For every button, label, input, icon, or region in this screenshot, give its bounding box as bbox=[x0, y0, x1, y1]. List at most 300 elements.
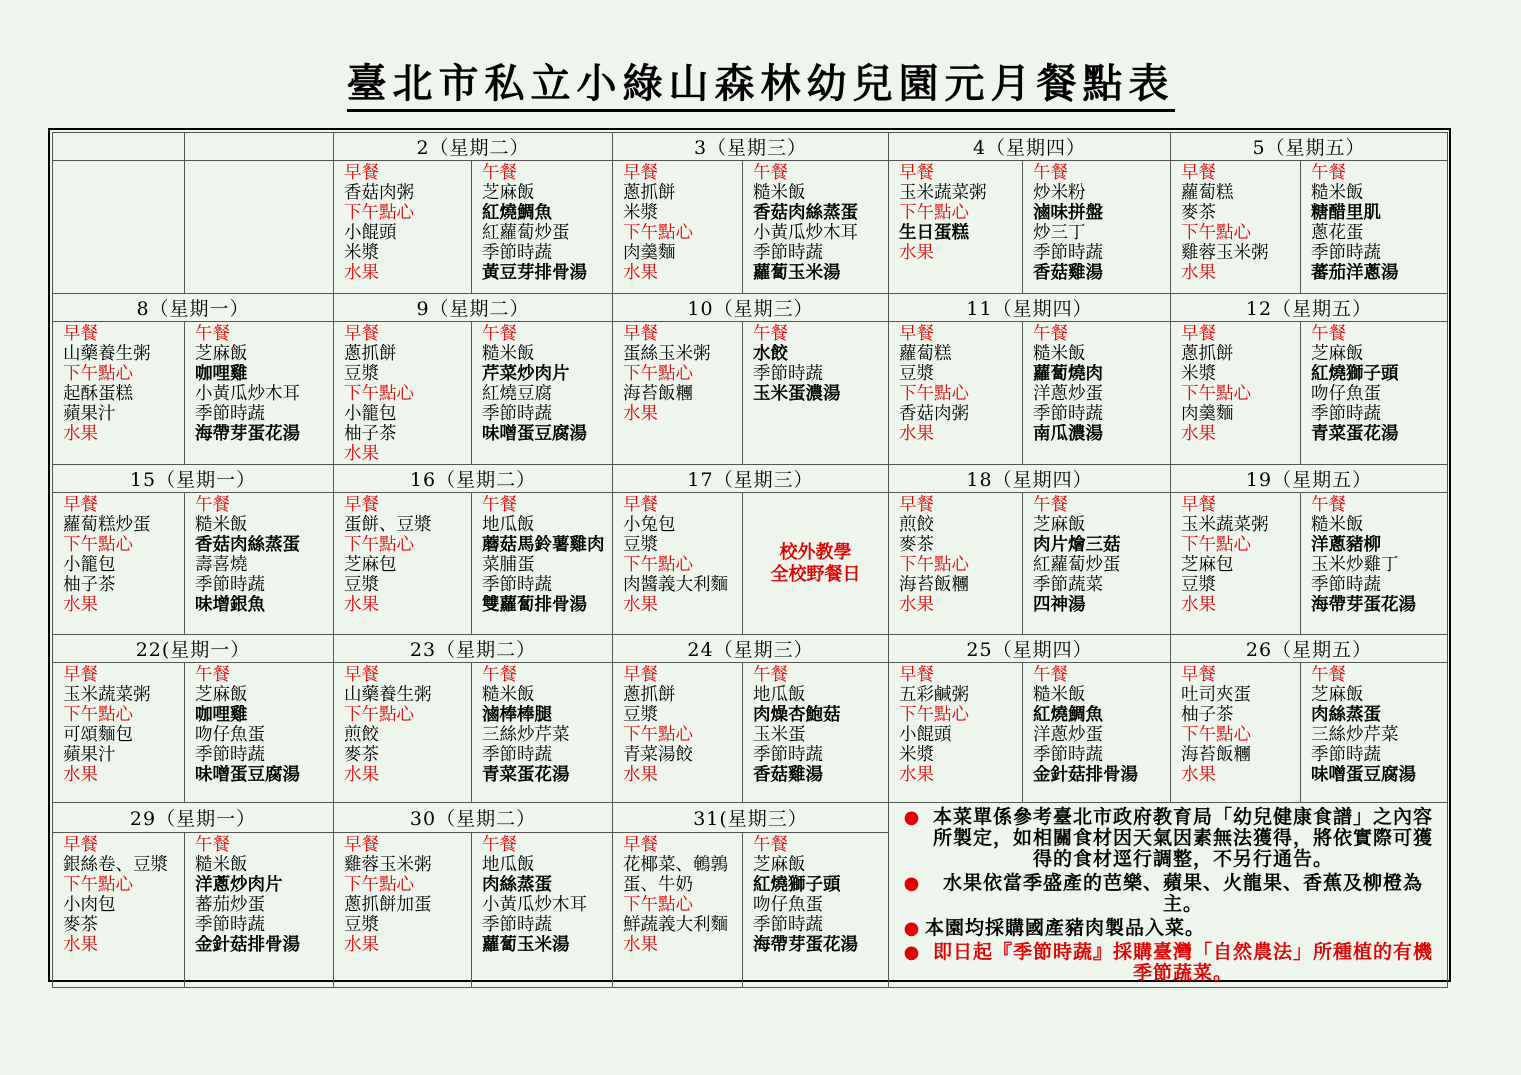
note-text: 即日起『季節時蔬』採購臺灣「自然農法」所種植的有機季節蔬菜。 bbox=[932, 941, 1433, 984]
menu-line: 午餐 bbox=[1033, 324, 1068, 344]
lunch-cell bbox=[1023, 663, 1171, 803]
breakfast-snack-cell bbox=[334, 322, 472, 465]
day-header: 22(星期一） bbox=[53, 635, 334, 663]
menu-line: 水果 bbox=[1181, 263, 1216, 283]
menu-line: 下午點心 bbox=[344, 705, 414, 725]
menu-line: 早餐 bbox=[63, 324, 98, 344]
menu-line: 南瓜濃湯 bbox=[1033, 424, 1103, 444]
note-text: 本園均採購國產豬肉製品入菜。 bbox=[925, 917, 1206, 939]
menu-line: 下午點心 bbox=[63, 364, 133, 384]
breakfast-snack-cell bbox=[613, 663, 743, 803]
menu-line: 米漿 bbox=[344, 243, 379, 263]
menu-line: 水果 bbox=[1181, 595, 1216, 615]
menu-line: 豆漿 bbox=[344, 575, 379, 595]
breakfast-snack-cell bbox=[1171, 161, 1301, 294]
menu-line: 金針菇排骨湯 bbox=[195, 934, 300, 955]
note-text: 本菜單係參考臺北市政府教育局「幼兒健康食譜」之內容所製定，如相關食材因天氣因素無法獲得，將依實際可獲得的食材逕行調整，不另行通告。 bbox=[932, 806, 1433, 870]
menu-line: 水果 bbox=[1181, 765, 1216, 785]
breakfast-snack-cell bbox=[334, 832, 472, 987]
lunch-cell bbox=[472, 663, 613, 803]
menu-line: 季節時蔬 bbox=[1311, 575, 1381, 595]
menu-line: 肉絲蒸蛋 bbox=[482, 874, 552, 895]
lunch-cell bbox=[1023, 493, 1171, 635]
week-header-row bbox=[53, 803, 1448, 833]
breakfast-snack-cell bbox=[53, 322, 185, 465]
menu-line: 蘿蔔糕 bbox=[1181, 183, 1234, 203]
menu-line: 味噌蛋豆腐湯 bbox=[482, 424, 587, 444]
lunch-cell bbox=[1023, 161, 1171, 294]
menu-line: 下午點心 bbox=[344, 874, 414, 895]
day-header: 10（星期三） bbox=[613, 294, 889, 322]
menu-line: 糙米飯 bbox=[753, 183, 806, 203]
day-header: 23（星期二） bbox=[334, 635, 613, 663]
menu-line: 下午點心 bbox=[1181, 384, 1251, 404]
menu-line: 季節時蔬 bbox=[482, 243, 552, 263]
menu-line: 下午點心 bbox=[623, 555, 693, 575]
menu-line: 芝麻飯 bbox=[1311, 685, 1364, 705]
menu-line: 肉燥杏鮑菇 bbox=[753, 705, 841, 725]
menu-line: 糙米飯 bbox=[1311, 515, 1364, 535]
bullet-icon: ● bbox=[903, 918, 921, 939]
menu-line: 小餛頭 bbox=[344, 223, 397, 243]
menu-line: 午餐 bbox=[753, 834, 788, 855]
menu-line: 水果 bbox=[63, 595, 98, 615]
menu-line: 麥茶 bbox=[1181, 203, 1216, 223]
menu-line: 水果 bbox=[899, 424, 934, 444]
menu-line: 洋蔥炒蛋 bbox=[1033, 725, 1103, 745]
menu-line: 蔥抓餅加蛋 bbox=[344, 894, 432, 915]
bullet-icon: ● bbox=[903, 807, 921, 828]
menu-line: 早餐 bbox=[63, 495, 98, 515]
menu-line: 芝麻飯 bbox=[1311, 344, 1364, 364]
week-meals-row bbox=[53, 161, 1448, 294]
menu-line: 海帶芽蛋花湯 bbox=[195, 424, 300, 444]
menu-line: 紅燒獅子頭 bbox=[1311, 364, 1399, 384]
menu-line: 水果 bbox=[623, 765, 658, 785]
menu-line: 早餐 bbox=[623, 495, 658, 515]
menu-line: 豆漿 bbox=[899, 364, 934, 384]
breakfast-snack-cell bbox=[613, 493, 743, 635]
menu-line: 水果 bbox=[623, 263, 658, 283]
day-header: 3（星期三） bbox=[613, 133, 889, 161]
menu-line: 吐司夾蛋 bbox=[1181, 685, 1251, 705]
menu-line: 季節時蔬 bbox=[753, 243, 823, 263]
lunch-cell bbox=[743, 832, 889, 987]
menu-line: 午餐 bbox=[482, 324, 517, 344]
menu-line: 芝麻飯 bbox=[195, 685, 248, 705]
menu-line: 麥茶 bbox=[899, 535, 934, 555]
menu-line: 午餐 bbox=[195, 665, 230, 685]
menu-line: 午餐 bbox=[1311, 495, 1346, 515]
menu-line: 糙米飯 bbox=[1033, 685, 1086, 705]
breakfast-snack-cell bbox=[53, 663, 185, 803]
menu-line: 米漿 bbox=[623, 203, 658, 223]
menu-line: 玉米蔬菜粥 bbox=[899, 183, 987, 203]
breakfast-snack-cell bbox=[1171, 493, 1301, 635]
menu-line: 豆漿 bbox=[623, 705, 658, 725]
day-header: 17（星期三） bbox=[613, 465, 889, 493]
menu-line: 蔥抓餅 bbox=[1181, 344, 1234, 364]
menu-line: 蛋餅、豆漿 bbox=[344, 515, 432, 535]
menu-line: 蔥花蛋 bbox=[1311, 223, 1364, 243]
menu-line: 下午點心 bbox=[63, 705, 133, 725]
note-item bbox=[899, 807, 1441, 870]
menu-table bbox=[52, 132, 1448, 988]
menu-line: 海帶芽蛋花湯 bbox=[753, 934, 858, 955]
menu-line: 糙米飯 bbox=[195, 854, 248, 875]
menu-line: 午餐 bbox=[195, 324, 230, 344]
lunch-cell bbox=[472, 161, 613, 294]
day-header: 24（星期三） bbox=[613, 635, 889, 663]
menu-line: 蘿蔔糕 bbox=[899, 344, 952, 364]
menu-line: 早餐 bbox=[899, 163, 934, 183]
menu-line: 早餐 bbox=[344, 495, 379, 515]
menu-line: 麥茶 bbox=[63, 914, 98, 935]
menu-line: 柚子茶 bbox=[344, 424, 397, 444]
lunch-cell bbox=[1301, 161, 1448, 294]
menu-line: 季節時蔬 bbox=[1311, 404, 1381, 424]
menu-line: 肉絲蒸蛋 bbox=[1311, 705, 1381, 725]
menu-line: 味增銀魚 bbox=[195, 595, 265, 615]
week-header-row bbox=[53, 635, 1448, 663]
empty-header-cell bbox=[53, 133, 185, 161]
menu-line: 芝麻飯 bbox=[482, 183, 535, 203]
day-header: 30（星期二） bbox=[334, 803, 613, 833]
breakfast-snack-cell bbox=[613, 161, 743, 294]
menu-line: 味噌蛋豆腐湯 bbox=[195, 765, 300, 785]
menu-line: 季節時蔬 bbox=[482, 914, 552, 935]
breakfast-snack-cell bbox=[1171, 663, 1301, 803]
menu-line: 吻仔魚蛋 bbox=[195, 725, 265, 745]
menu-line: 三絲炒芹菜 bbox=[1311, 725, 1399, 745]
menu-line: 香菇肉粥 bbox=[899, 404, 969, 424]
menu-line: 咖哩雞 bbox=[195, 705, 248, 725]
menu-line: 季節時蔬 bbox=[195, 404, 265, 424]
menu-line: 洋蔥炒肉片 bbox=[195, 874, 283, 895]
menu-line: 五彩鹹粥 bbox=[899, 685, 969, 705]
lunch-cell bbox=[1301, 663, 1448, 803]
menu-line: 紅燒鯛魚 bbox=[482, 203, 552, 223]
day-header: 2（星期二） bbox=[334, 133, 613, 161]
note-item bbox=[899, 873, 1441, 915]
menu-line: 肉羹麵 bbox=[623, 243, 676, 263]
menu-line: 糙米飯 bbox=[482, 344, 535, 364]
menu-line: 豆漿 bbox=[623, 535, 658, 555]
menu-line: 肉醬義大利麵 bbox=[623, 575, 728, 595]
breakfast-snack-cell bbox=[889, 493, 1023, 635]
menu-line: 季節時蔬 bbox=[1033, 745, 1103, 765]
menu-line: 午餐 bbox=[482, 665, 517, 685]
menu-line: 下午點心 bbox=[899, 555, 969, 575]
menu-line: 可頌麵包 bbox=[63, 725, 133, 745]
menu-line: 吻仔魚蛋 bbox=[753, 894, 823, 915]
menu-line: 紅蘿蔔炒蛋 bbox=[482, 223, 570, 243]
lunch-cell bbox=[1301, 322, 1448, 465]
menu-line: 季節時蔬 bbox=[482, 575, 552, 595]
menu-line: 季節時蔬 bbox=[1033, 243, 1103, 263]
empty-header-cell bbox=[185, 133, 334, 161]
menu-line: 豆漿 bbox=[1181, 575, 1216, 595]
menu-line: 糙米飯 bbox=[1033, 344, 1086, 364]
menu-line: 菜脯蛋 bbox=[482, 555, 535, 575]
menu-line: 水果 bbox=[344, 934, 379, 955]
menu-line: 玉米蛋 bbox=[753, 725, 806, 745]
day-header: 12（星期五） bbox=[1171, 294, 1448, 322]
menu-line: 玉米炒雞丁 bbox=[1311, 555, 1399, 575]
menu-line: 柚子茶 bbox=[1181, 705, 1234, 725]
menu-line: 紅燒豆腐 bbox=[482, 384, 552, 404]
menu-line: 小籠包 bbox=[344, 404, 397, 424]
breakfast-snack-cell bbox=[889, 161, 1023, 294]
menu-line: 蘑菇馬鈴薯雞肉 bbox=[482, 535, 604, 555]
field-trip-label: 全校野餐日 bbox=[770, 563, 861, 585]
menu-line: 下午點心 bbox=[623, 894, 693, 915]
menu-line: 雞蓉玉米粥 bbox=[344, 854, 432, 875]
breakfast-snack-cell bbox=[889, 322, 1023, 465]
menu-line: 芝麻包 bbox=[1181, 555, 1234, 575]
menu-line: 豆漿 bbox=[344, 914, 379, 935]
menu-line: 早餐 bbox=[1181, 665, 1216, 685]
menu-line: 青菜湯餃 bbox=[623, 745, 693, 765]
day-header: 26（星期五） bbox=[1171, 635, 1448, 663]
menu-line: 起酥蛋糕 bbox=[63, 384, 133, 404]
menu-line: 早餐 bbox=[1181, 324, 1216, 344]
menu-line: 早餐 bbox=[623, 324, 658, 344]
menu-line: 季節蔬菜 bbox=[1033, 575, 1103, 595]
lunch-cell bbox=[472, 493, 613, 635]
menu-line: 下午點心 bbox=[899, 384, 969, 404]
page-title: 臺北市私立小綠山森林幼兒園元月餐點表 bbox=[0, 52, 1521, 109]
menu-line: 水果 bbox=[899, 595, 934, 615]
lunch-cell bbox=[743, 663, 889, 803]
breakfast-snack-cell bbox=[334, 663, 472, 803]
menu-line: 水果 bbox=[623, 404, 658, 424]
menu-line: 下午點心 bbox=[623, 223, 693, 243]
menu-line: 紅燒鯛魚 bbox=[1033, 705, 1103, 725]
menu-line: 海帶芽蛋花湯 bbox=[1311, 595, 1416, 615]
week-header-row bbox=[53, 133, 1448, 161]
menu-line: 炒三丁 bbox=[1033, 223, 1086, 243]
breakfast-snack-cell bbox=[613, 322, 743, 465]
menu-line: 黃豆芽排骨湯 bbox=[482, 263, 587, 283]
menu-line: 香菇肉絲蒸蛋 bbox=[195, 535, 300, 555]
menu-line: 水果 bbox=[344, 263, 379, 283]
lunch-cell bbox=[185, 322, 334, 465]
menu-line: 早餐 bbox=[63, 834, 98, 855]
empty-cell bbox=[185, 161, 334, 294]
menu-line: 四神湯 bbox=[1033, 595, 1086, 615]
menu-line: 下午點心 bbox=[899, 705, 969, 725]
menu-line: 季節時蔬 bbox=[195, 745, 265, 765]
menu-line: 蕃茄炒蛋 bbox=[195, 894, 265, 915]
week-header-row bbox=[53, 294, 1448, 322]
menu-line: 糙米飯 bbox=[482, 685, 535, 705]
menu-line: 花椰菜、鵪鶉 bbox=[623, 854, 728, 875]
note-text: 水果依當季盛產的芭樂、蘋果、火龍果、香蕉及柳橙為主。 bbox=[942, 872, 1423, 915]
menu-line: 糙米飯 bbox=[195, 515, 248, 535]
menu-line: 紅燒獅子頭 bbox=[753, 874, 841, 895]
menu-line: 水餃 bbox=[753, 344, 788, 364]
menu-line: 小兔包 bbox=[623, 515, 676, 535]
menu-line: 午餐 bbox=[753, 324, 788, 344]
menu-line: 麥茶 bbox=[344, 745, 379, 765]
menu-line: 地瓜飯 bbox=[482, 515, 535, 535]
menu-line: 下午點心 bbox=[1181, 535, 1251, 555]
day-header: 9（星期二） bbox=[334, 294, 613, 322]
menu-line: 蘿蔔玉米湯 bbox=[753, 263, 841, 283]
menu-line: 季節時蔬 bbox=[753, 745, 823, 765]
field-trip-cell bbox=[743, 493, 889, 635]
lunch-cell bbox=[472, 322, 613, 465]
breakfast-snack-cell bbox=[1171, 322, 1301, 465]
menu-line: 銀絲卷、豆漿 bbox=[63, 854, 168, 875]
menu-line: 蘿蔔玉米湯 bbox=[482, 934, 570, 955]
day-header: 8（星期一） bbox=[53, 294, 334, 322]
menu-line: 鮮蔬義大利麵 bbox=[623, 914, 728, 935]
menu-line: 糙米飯 bbox=[1311, 183, 1364, 203]
lunch-cell bbox=[1301, 493, 1448, 635]
breakfast-snack-cell bbox=[613, 832, 743, 987]
menu-line: 三絲炒芹菜 bbox=[482, 725, 570, 745]
menu-line: 青菜蛋花湯 bbox=[1311, 424, 1399, 444]
menu-line: 下午點心 bbox=[344, 535, 414, 555]
menu-line: 蔥抓餅 bbox=[623, 183, 676, 203]
menu-line: 小黃瓜炒木耳 bbox=[482, 894, 587, 915]
menu-line: 山藥養生粥 bbox=[344, 685, 432, 705]
day-header: 18（星期四） bbox=[889, 465, 1171, 493]
menu-line: 水果 bbox=[899, 243, 934, 263]
menu-line: 金針菇排骨湯 bbox=[1033, 765, 1138, 785]
empty-cell bbox=[53, 161, 185, 294]
week-header-row bbox=[53, 465, 1448, 493]
menu-line: 米漿 bbox=[1181, 364, 1216, 384]
menu-line: 玉米蔬菜粥 bbox=[63, 685, 151, 705]
menu-line: 玉米蔬菜粥 bbox=[1181, 515, 1269, 535]
menu-line: 煎餃 bbox=[344, 725, 379, 745]
menu-line: 蛋絲玉米粥 bbox=[623, 344, 711, 364]
week-meals-row bbox=[53, 663, 1448, 803]
menu-line: 芹菜炒肉片 bbox=[482, 364, 570, 384]
menu-line: 芝麻飯 bbox=[1033, 515, 1086, 535]
menu-line: 滷棒棒腿 bbox=[482, 705, 552, 725]
menu-line: 水果 bbox=[623, 934, 658, 955]
menu-line: 肉羹麵 bbox=[1181, 404, 1234, 424]
menu-line: 下午點心 bbox=[1181, 223, 1251, 243]
lunch-cell bbox=[743, 161, 889, 294]
menu-line: 下午點心 bbox=[1181, 725, 1251, 745]
menu-line: 午餐 bbox=[1033, 163, 1068, 183]
note-item bbox=[899, 918, 1441, 939]
menu-line: 早餐 bbox=[899, 665, 934, 685]
menu-line: 滷味拼盤 bbox=[1033, 203, 1103, 223]
menu-line: 芝麻包 bbox=[344, 555, 397, 575]
menu-line: 地瓜飯 bbox=[753, 685, 806, 705]
menu-line: 季節時蔬 bbox=[753, 364, 823, 384]
menu-line: 雙蘿蔔排骨湯 bbox=[482, 595, 587, 615]
day-header: 31(星期三） bbox=[613, 803, 889, 833]
menu-line: 早餐 bbox=[344, 324, 379, 344]
menu-line: 早餐 bbox=[1181, 495, 1216, 515]
menu-line: 洋蔥炒蛋 bbox=[1033, 384, 1103, 404]
menu-line: 水果 bbox=[899, 765, 934, 785]
menu-line: 季節時蔬 bbox=[195, 914, 265, 935]
menu-line: 季節時蔬 bbox=[1311, 745, 1381, 765]
menu-line: 午餐 bbox=[482, 163, 517, 183]
menu-line: 下午點心 bbox=[623, 364, 693, 384]
menu-line: 早餐 bbox=[63, 665, 98, 685]
menu-line: 早餐 bbox=[344, 163, 379, 183]
menu-line: 午餐 bbox=[1311, 665, 1346, 685]
menu-line: 午餐 bbox=[753, 163, 788, 183]
menu-line: 水果 bbox=[63, 934, 98, 955]
menu-line: 煎餃 bbox=[899, 515, 934, 535]
menu-line: 午餐 bbox=[1311, 324, 1346, 344]
day-header: 25（星期四） bbox=[889, 635, 1171, 663]
menu-line: 季節時蔬 bbox=[195, 575, 265, 595]
menu-line: 香菇肉絲蒸蛋 bbox=[753, 203, 858, 223]
menu-line: 味噌蛋豆腐湯 bbox=[1311, 765, 1416, 785]
menu-line: 海苔飯糰 bbox=[1181, 745, 1251, 765]
lunch-cell bbox=[185, 493, 334, 635]
menu-line: 午餐 bbox=[1311, 163, 1346, 183]
menu-line: 季節時蔬 bbox=[1311, 243, 1381, 263]
menu-line: 早餐 bbox=[344, 665, 379, 685]
menu-line: 蕃茄洋蔥湯 bbox=[1311, 263, 1399, 283]
menu-line: 午餐 bbox=[195, 834, 230, 855]
breakfast-snack-cell bbox=[53, 832, 185, 987]
day-header: 29（星期一） bbox=[53, 803, 334, 833]
week-meals-row bbox=[53, 322, 1448, 465]
menu-line: 下午點心 bbox=[63, 874, 133, 895]
menu-line: 小黃瓜炒木耳 bbox=[753, 223, 858, 243]
day-header: 16（星期二） bbox=[334, 465, 613, 493]
menu-line: 小餛頭 bbox=[899, 725, 952, 745]
menu-line: 紅蘿蔔炒蛋 bbox=[1033, 555, 1121, 575]
menu-line: 蔥抓餅 bbox=[344, 344, 397, 364]
menu-line: 豆漿 bbox=[344, 364, 379, 384]
menu-line: 香菇雞湯 bbox=[1033, 263, 1103, 283]
menu-line: 早餐 bbox=[899, 495, 934, 515]
menu-line: 香菇肉粥 bbox=[344, 183, 414, 203]
menu-line: 肉片燴三菇 bbox=[1033, 535, 1121, 555]
lunch-cell bbox=[472, 832, 613, 987]
menu-line: 水果 bbox=[344, 444, 379, 464]
bullet-icon: ● bbox=[903, 873, 921, 894]
menu-line: 早餐 bbox=[899, 324, 934, 344]
note-item bbox=[899, 942, 1441, 984]
menu-line: 小籠包 bbox=[63, 555, 116, 575]
menu-line: 季節時蔬 bbox=[482, 745, 552, 765]
menu-line: 香菇雞湯 bbox=[753, 765, 823, 785]
menu-line: 下午點心 bbox=[344, 203, 414, 223]
menu-line: 青菜蛋花湯 bbox=[482, 765, 570, 785]
lunch-cell bbox=[185, 663, 334, 803]
menu-line: 咖哩雞 bbox=[195, 364, 248, 384]
menu-line: 芝麻飯 bbox=[195, 344, 248, 364]
menu-line: 海苔飯糰 bbox=[899, 575, 969, 595]
menu-line: 蘋果汁 bbox=[63, 745, 116, 765]
menu-line: 玉米蛋濃湯 bbox=[753, 384, 841, 404]
menu-line: 下午點心 bbox=[63, 535, 133, 555]
menu-line: 水果 bbox=[623, 595, 658, 615]
menu-line: 早餐 bbox=[344, 834, 379, 855]
menu-line: 下午點心 bbox=[623, 725, 693, 745]
menu-line: 米漿 bbox=[899, 745, 934, 765]
menu-line: 生日蛋糕 bbox=[899, 223, 969, 243]
menu-line: 午餐 bbox=[753, 665, 788, 685]
menu-line: 芝麻飯 bbox=[753, 854, 806, 875]
menu-line: 季節時蔬 bbox=[753, 914, 823, 935]
